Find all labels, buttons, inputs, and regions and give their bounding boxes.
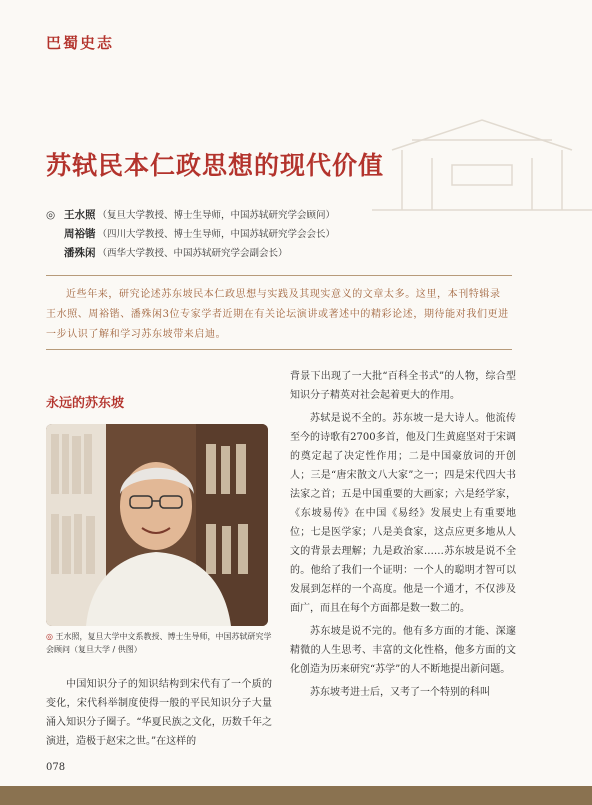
author-list bbox=[46, 206, 335, 263]
body-paragraph: 苏东坡是说不完的。他有多方面的才能、深邃精微的人生思考、丰富的文化性格，他多方面的文化创造为历来研究“苏学”的人不断地提出新问题。 bbox=[290, 626, 516, 675]
author-row bbox=[46, 225, 335, 244]
intro-bottom-divider bbox=[46, 349, 512, 350]
bullet-icon: ◎ bbox=[46, 209, 56, 221]
intro-top-divider bbox=[46, 275, 512, 276]
author-name: 周裕锴 bbox=[64, 228, 96, 240]
author-photo bbox=[46, 424, 268, 626]
portrait-illustration bbox=[46, 424, 268, 626]
caption-text: 王水照，复旦大学中文系教授、博士生导师，中国苏轼研究学会顾问（复旦大学 / 供图） bbox=[46, 632, 272, 654]
body-paragraph: 背景下出现了一大批“百科全书式”的人物，综合型知识分子精英对社会起着更大的作用。 bbox=[290, 371, 516, 401]
author-row bbox=[46, 206, 335, 225]
intro-paragraph: 近些年来，研究论述苏东坡民本仁政思想与实践及其现实意义的文章太多。这里，本刊特辑录王水照、周裕锴、潘殊闲3位专家学者近期在有关论坛演讲或著述中的精彩论述，期待能对我们更进一步认识了解和学习苏东坡带来启迪。 bbox=[46, 289, 509, 340]
author-row bbox=[46, 244, 335, 263]
author-name: 王水照 bbox=[64, 209, 96, 221]
caption-bullet-icon: ◎ bbox=[46, 632, 53, 641]
temple-background-illustration bbox=[372, 110, 592, 220]
page-title: 苏轼民本仁政思想的现代价值 bbox=[46, 151, 385, 180]
page-number: 078 bbox=[46, 762, 66, 773]
body-paragraph: 苏轼是说不全的。苏东坡一是大诗人。他流传至今的诗歌有2700多首，他及门生黄庭坚对于宋调的奠定起了决定性作用；二是中国豪放词的开创人；三是“唐宋散文八大家”之一；四是宋代四大书法家之首；五是中国重要的大画家；六是经学家，《东坡易传》在中国《易经》发展史上有重要地位；七是医学家；八是美食家，这点应更多地从人文的背景去理解；九是政治家……苏东坡是说不全的。他给了我们一个证明：一个人的聪明才智可以发展到怎样的一个高度。他是一个通才，不仅涉及面广，而且在每个方面都是数一数二的。 bbox=[290, 413, 516, 614]
body-paragraph: 苏东坡考进士后，又考了一个特别的科叫 bbox=[310, 687, 490, 698]
column-tag: 巴蜀史志 bbox=[46, 34, 115, 52]
photo-caption bbox=[46, 630, 272, 656]
author-role: （复旦大学教授、博士生导师，中国苏轼研究学会顾问） bbox=[97, 210, 336, 221]
body-column-right bbox=[290, 367, 516, 706]
author-role: （西华大学教授、中国苏轼研究学会副会长） bbox=[97, 248, 288, 259]
section-heading: 永远的苏东坡 bbox=[46, 396, 125, 411]
author-name: 潘殊闲 bbox=[64, 247, 96, 259]
footer-band bbox=[0, 786, 592, 805]
body-paragraph-left: 中国知识分子的知识结构到宋代有了一个质的变化，宋代科举制度使得一般的平民知识分子大量涌入知识分子圈子。“华夏民族之文化，历数千年之演进，造极于赵宋之世。”在这样的 bbox=[46, 679, 272, 747]
author-role: （四川大学教授、博士生导师，中国苏轼研究学会会长） bbox=[97, 229, 336, 240]
